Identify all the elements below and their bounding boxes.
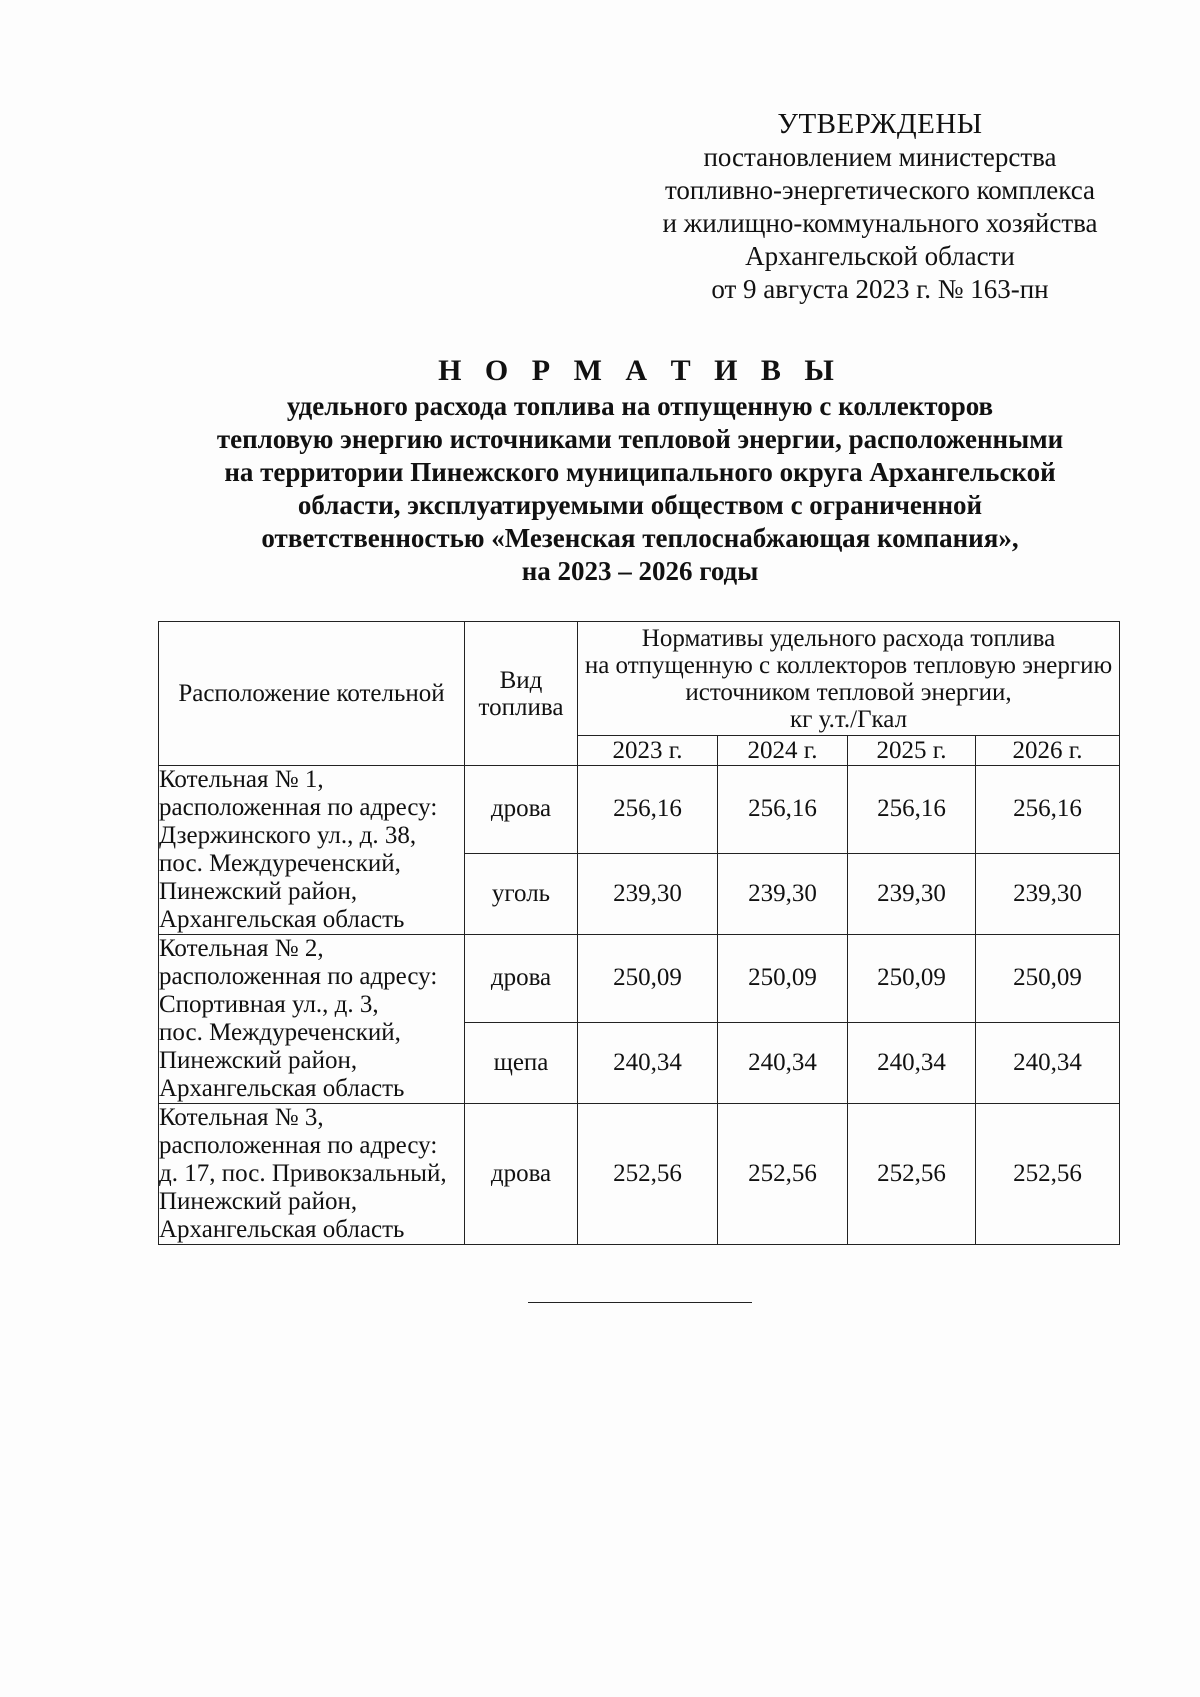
value-cell: 239,30 xyxy=(718,853,848,934)
boiler-location-3 xyxy=(159,1104,465,1245)
table-row xyxy=(159,1104,1120,1245)
header-fuel-line: топлива xyxy=(478,693,564,721)
header-fuel-line: Вид xyxy=(499,666,543,694)
location-line: расположенная по адресу: xyxy=(159,1132,438,1159)
value-cell: 239,30 xyxy=(848,853,976,934)
header-norms-line: на отпущенную с коллекторов тепловую энергию xyxy=(584,652,1113,679)
approval-line: и жилищно-коммунального хозяйства xyxy=(662,208,1098,238)
approval-line: Архангельской области xyxy=(745,241,1015,271)
year-header: 2025 г. xyxy=(848,736,976,766)
fuel-cell: уголь xyxy=(465,853,578,934)
title-line: на территории Пинежского муниципального округа Архангельской xyxy=(224,457,1056,487)
title-line: ответственностью «Мезенская теплоснабжающая компания», xyxy=(261,523,1019,553)
boiler-location-1 xyxy=(159,766,465,935)
location-line: Архангельская область xyxy=(159,906,405,933)
location-line: расположенная по адресу: xyxy=(159,794,438,821)
boiler-location-2 xyxy=(159,935,465,1104)
header-norms-line: кг у.т./Гкал xyxy=(789,706,908,733)
year-header: 2023 г. xyxy=(578,736,718,766)
end-separator-line xyxy=(528,1302,752,1303)
table-row xyxy=(159,766,1120,854)
location-line: Котельная № 2, xyxy=(159,935,324,962)
value-cell: 252,56 xyxy=(976,1104,1120,1245)
value-cell: 252,56 xyxy=(718,1104,848,1245)
value-cell: 240,34 xyxy=(848,1022,976,1103)
approval-line: постановлением министерства xyxy=(703,142,1057,172)
title-main: Н О Р М А Т И В Ы xyxy=(438,354,842,387)
fuel-cell: дрова xyxy=(465,1104,578,1245)
location-line: Пинежский район, xyxy=(159,878,358,905)
location-line: Пинежский район, xyxy=(159,1188,358,1215)
fuel-cell: дрова xyxy=(465,766,578,854)
fuel-cell: щепа xyxy=(465,1022,578,1103)
header-norms-line: источником тепловой энергии, xyxy=(685,679,1012,706)
header-fuel xyxy=(465,622,578,766)
header-location: Расположение котельной xyxy=(159,622,465,766)
value-cell: 252,56 xyxy=(848,1104,976,1245)
value-cell: 250,09 xyxy=(848,935,976,1023)
year-header: 2026 г. xyxy=(976,736,1120,766)
table-header-row xyxy=(159,622,1120,736)
value-cell: 239,30 xyxy=(578,853,718,934)
value-cell: 250,09 xyxy=(578,935,718,1023)
document-title xyxy=(160,352,1120,588)
title-line: тепловую энергию источниками тепловой энергии, расположенными xyxy=(216,424,1064,454)
title-line: на 2023 – 2026 годы xyxy=(521,556,759,586)
approval-line: от 9 августа 2023 г. № 163-пн xyxy=(711,274,1049,304)
value-cell: 256,16 xyxy=(718,766,848,854)
location-line: Дзержинского ул., д. 38, xyxy=(159,822,417,849)
approval-line: топливно-энергетического комплекса xyxy=(664,175,1096,205)
value-cell: 256,16 xyxy=(848,766,976,854)
location-line: Архангельская область xyxy=(159,1075,405,1102)
location-line: Котельная № 1, xyxy=(159,766,324,793)
value-cell: 252,56 xyxy=(578,1104,718,1245)
location-line: Архангельская область xyxy=(159,1216,405,1243)
value-cell: 250,09 xyxy=(976,935,1120,1023)
location-line: Котельная № 3, xyxy=(159,1104,324,1131)
approval-block xyxy=(600,108,1160,306)
location-line: пос. Междуреченский, xyxy=(159,1019,401,1046)
value-cell: 240,34 xyxy=(718,1022,848,1103)
value-cell: 240,34 xyxy=(976,1022,1120,1103)
location-line: Спортивная ул., д. 3, xyxy=(159,991,379,1018)
value-cell: 240,34 xyxy=(578,1022,718,1103)
value-cell: 256,16 xyxy=(976,766,1120,854)
location-line: расположенная по адресу: xyxy=(159,963,438,990)
title-line: области, эксплуатируемыми обществом с ограниченной xyxy=(297,490,983,520)
norms-table xyxy=(158,621,1120,1245)
header-norms xyxy=(578,622,1120,736)
fuel-cell: дрова xyxy=(465,935,578,1023)
location-line: Пинежский район, xyxy=(159,1047,358,1074)
location-line: д. 17, пос. Привокзальный, xyxy=(159,1160,447,1187)
value-cell: 239,30 xyxy=(976,853,1120,934)
value-cell: 250,09 xyxy=(718,935,848,1023)
value-cell: 256,16 xyxy=(578,766,718,854)
table-row xyxy=(159,935,1120,1023)
header-norms-line: Нормативы удельного расхода топлива xyxy=(641,625,1056,652)
approval-heading: УТВЕРЖДЕНЫ xyxy=(777,108,983,140)
title-line: удельного расхода топлива на отпущенную с коллекторов xyxy=(286,391,994,421)
location-line: пос. Междуреченский, xyxy=(159,850,401,877)
year-header: 2024 г. xyxy=(718,736,848,766)
